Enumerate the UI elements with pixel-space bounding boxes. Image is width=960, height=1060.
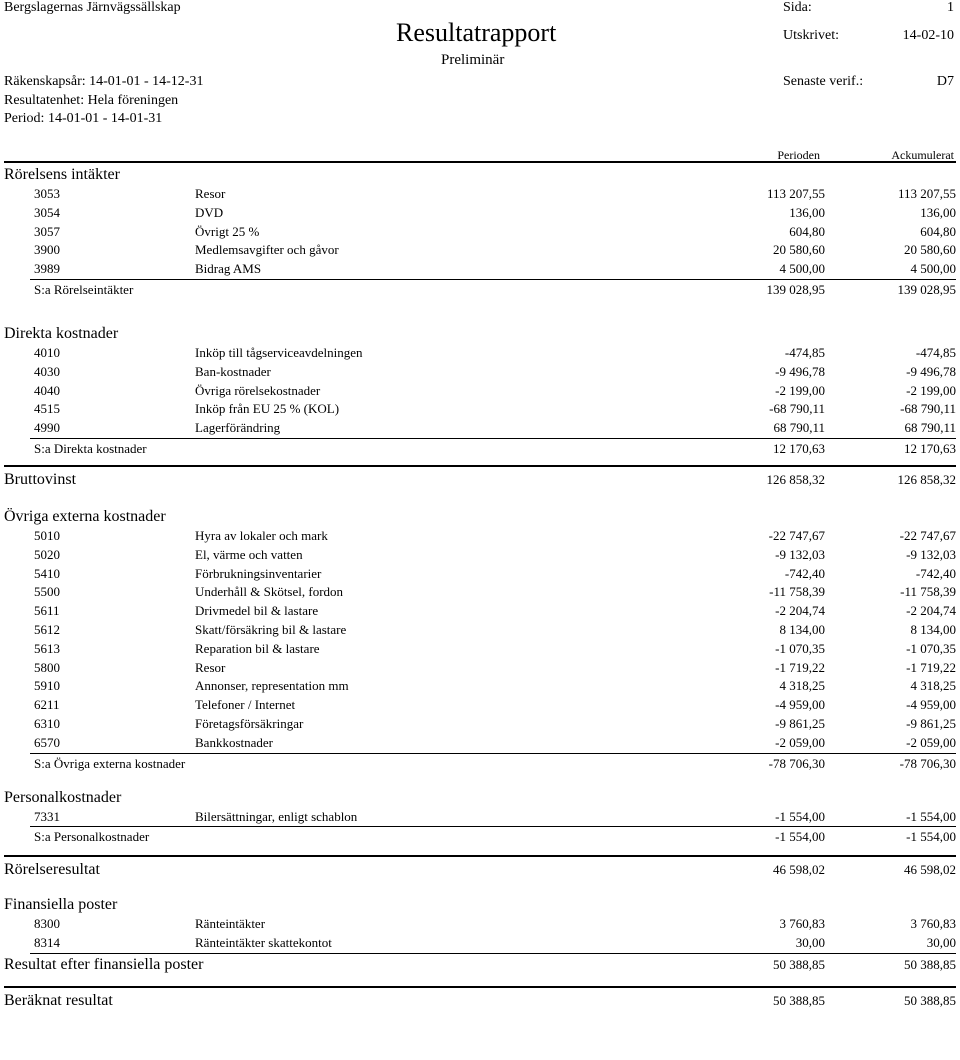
gross-profit-accumulated: 126 858,32	[897, 471, 956, 487]
period-amount: -4 959,00	[775, 697, 825, 713]
report-title: Resultatrapport	[396, 18, 557, 47]
account-row	[0, 808, 960, 827]
subtotal-period: 139 028,95	[766, 281, 825, 297]
account-number: 3053	[34, 186, 60, 201]
section-heading: Övriga externa kostnader	[4, 507, 166, 525]
account-row	[0, 583, 960, 602]
last-verification-label: Senaste verif.:	[783, 74, 864, 89]
account-row	[0, 400, 960, 419]
account-list	[0, 527, 960, 753]
account-number: 5612	[34, 621, 60, 637]
accumulated-amount: 8 134,00	[910, 621, 956, 637]
account-number: 3054	[34, 204, 60, 220]
period-amount: -22 747,67	[768, 527, 825, 543]
account-row	[0, 419, 960, 438]
subtotal-row	[0, 439, 960, 459]
accumulated-amount: -1 070,35	[906, 640, 956, 656]
account-number: 8300	[34, 916, 60, 932]
printed-date: 14-02-10	[902, 28, 954, 43]
period-amount: 8 134,00	[779, 621, 825, 637]
page-label: Sida:	[783, 0, 812, 15]
result-after-financial-period: 50 388,85	[773, 956, 825, 972]
account-name: Hyra av lokaler och mark	[195, 527, 328, 543]
account-row	[0, 546, 960, 565]
accumulated-amount: -22 747,67	[899, 527, 956, 543]
period-amount: 136,00	[789, 204, 825, 220]
last-verification-value: D7	[936, 74, 954, 89]
period-amount: -474,85	[784, 344, 825, 360]
account-name: Bankkostnader	[195, 734, 273, 750]
account-number: 3057	[34, 223, 60, 239]
accumulated-amount: -1 554,00	[906, 808, 956, 824]
account-name: Telefoner / Internet	[195, 697, 296, 713]
account-name: Medlemsavgifter och gåvor	[195, 242, 339, 258]
account-name: Ränteintäkter skattekontot	[195, 935, 332, 951]
company-name: Bergslagernas Järnvägssällskap	[4, 0, 181, 15]
account-list	[0, 808, 960, 827]
period-amount: 604,80	[789, 223, 825, 239]
account-number: 4990	[34, 420, 60, 436]
account-name: Ban-kostnader	[195, 363, 271, 379]
account-number: 4040	[34, 382, 60, 398]
account-row	[0, 204, 960, 223]
period-amount: -2 199,00	[775, 382, 825, 398]
period-amount: 4 500,00	[779, 261, 825, 277]
account-name: Företagsförsäkringar	[195, 715, 304, 731]
calculated-result-label: Beräknat resultat	[4, 991, 113, 1009]
account-row	[0, 260, 960, 279]
account-number: 8314	[34, 935, 60, 951]
period-amount: -9 132,03	[775, 546, 825, 562]
subtotal-period: -1 554,00	[775, 829, 825, 845]
account-row	[0, 659, 960, 678]
account-list	[0, 915, 960, 953]
account-list	[0, 185, 960, 279]
subtotal-label: S:a Direkta kostnader	[34, 440, 147, 456]
account-list	[0, 344, 960, 438]
section-heading: Personalkostnader	[4, 788, 122, 806]
report-body	[0, 161, 960, 1014]
subtotal-row	[0, 827, 960, 847]
account-name: Bilersättningar, enligt schablon	[195, 808, 358, 824]
period-amount: 113 207,55	[766, 186, 825, 201]
account-row	[0, 696, 960, 715]
account-name: Skatt/försäkring bil & lastare	[195, 621, 347, 637]
result-after-financial-row	[0, 954, 960, 976]
period-amount: -9 861,25	[775, 715, 825, 731]
account-name: El, värme och vatten	[195, 546, 303, 562]
accumulated-amount: 68 790,11	[904, 420, 956, 436]
account-row	[0, 344, 960, 363]
subtotal-accumulated: -78 706,30	[899, 755, 956, 771]
account-row	[0, 934, 960, 953]
accumulated-amount: -4 959,00	[906, 697, 956, 713]
account-number: 4515	[34, 401, 60, 417]
account-number: 6310	[34, 715, 60, 731]
account-name: Förbrukningsinventarier	[195, 565, 322, 581]
account-name: Inköp från EU 25 % (KOL)	[195, 401, 340, 417]
period-amount: 4 318,25	[779, 678, 825, 694]
calculated-result-row	[0, 988, 960, 1014]
account-row	[0, 241, 960, 260]
account-name: Drivmedel bil & lastare	[195, 603, 319, 619]
operating-result-label: Rörelseresultat	[4, 861, 100, 879]
account-name: Underhåll & Skötsel, fordon	[195, 584, 344, 600]
accumulated-amount: -68 790,11	[900, 401, 956, 417]
accumulated-amount: 3 760,83	[910, 916, 956, 932]
accumulated-amount: -9 496,78	[906, 363, 956, 379]
accumulated-amount: 4 318,25	[910, 678, 956, 694]
period-amount: 20 580,60	[773, 242, 825, 258]
period-amount: -1 719,22	[775, 659, 825, 675]
subtotal-label: S:a Personalkostnader	[34, 829, 150, 845]
accumulated-amount: -1 719,22	[906, 659, 956, 675]
period-amount: -1 070,35	[775, 640, 825, 656]
subtotal-row	[0, 280, 960, 300]
account-row	[0, 363, 960, 382]
subtotal-row	[0, 754, 960, 774]
accumulated-amount: -2 059,00	[906, 734, 956, 750]
account-number: 4030	[34, 363, 60, 379]
account-row	[0, 734, 960, 753]
account-name: Reparation bil & lastare	[195, 640, 320, 656]
accumulated-amount: -474,85	[915, 344, 956, 360]
account-name: Övriga rörelsekostnader	[195, 382, 321, 398]
account-number: 5010	[34, 527, 60, 543]
account-row	[0, 527, 960, 546]
operating-result-row	[0, 857, 960, 883]
result-after-financial-accumulated: 50 388,85	[904, 956, 956, 972]
accumulated-amount: 604,80	[920, 223, 956, 239]
calculated-result-accumulated: 50 388,85	[904, 992, 956, 1008]
accumulated-amount: 30,00	[926, 935, 956, 951]
account-number: 7331	[34, 808, 60, 824]
period-amount: -68 790,11	[769, 401, 825, 417]
subtotal-label: S:a Rörelseintäkter	[34, 281, 134, 297]
account-row	[0, 715, 960, 734]
account-row	[0, 223, 960, 242]
period-amount: -2 204,74	[775, 603, 825, 619]
report-subtitle: Preliminär	[441, 52, 505, 68]
section-heading: Rörelsens intäkter	[4, 166, 120, 183]
account-number: 4010	[34, 344, 60, 360]
account-name: Annonser, representation mm	[195, 678, 349, 694]
accumulated-amount: 113 207,55	[897, 186, 956, 201]
period-amount: 68 790,11	[773, 420, 825, 436]
subtotal-label: S:a Övriga externa kostnader	[34, 755, 186, 771]
accumulated-amount: 4 500,00	[910, 261, 956, 277]
account-row	[0, 185, 960, 204]
account-row	[0, 915, 960, 934]
period-amount: -1 554,00	[775, 808, 825, 824]
account-number: 6570	[34, 734, 60, 750]
period-amount: -2 059,00	[775, 734, 825, 750]
operating-result-accumulated: 46 598,02	[904, 862, 956, 878]
gross-profit-row	[0, 467, 960, 493]
account-name: Resor	[195, 186, 226, 201]
account-row	[0, 602, 960, 621]
column-header-period: Perioden	[777, 148, 820, 162]
period-amount: -9 496,78	[775, 363, 825, 379]
account-number: 5410	[34, 565, 60, 581]
account-row	[0, 565, 960, 584]
period-amount: -11 758,39	[769, 584, 825, 600]
account-name: Bidrag AMS	[195, 261, 262, 277]
account-number: 5500	[34, 584, 60, 600]
account-name: Ränteintäkter	[195, 916, 266, 932]
subtotal-accumulated: 139 028,95	[897, 281, 956, 297]
account-number: 5910	[34, 678, 60, 694]
accumulated-amount: -9 861,25	[906, 715, 956, 731]
subtotal-period: -78 706,30	[768, 755, 825, 771]
accumulated-amount: -2 199,00	[906, 382, 956, 398]
account-number: 5613	[34, 640, 60, 656]
account-number: 3900	[34, 242, 60, 258]
gross-profit-period: 126 858,32	[766, 471, 825, 487]
gross-profit-label: Bruttovinst	[4, 470, 77, 488]
account-number: 5800	[34, 659, 60, 675]
accumulated-amount: -742,40	[915, 565, 956, 581]
account-row	[0, 621, 960, 640]
column-header-accumulated: Ackumulerat	[891, 148, 954, 162]
accumulated-amount: 136,00	[920, 204, 956, 220]
result-unit: Resultatenhet: Hela föreningen	[4, 93, 179, 108]
account-row	[0, 640, 960, 659]
account-number: 5020	[34, 546, 60, 562]
page-number: 1	[947, 0, 954, 15]
account-row	[0, 677, 960, 696]
period-amount: 3 760,83	[779, 916, 825, 932]
accumulated-amount: -11 758,39	[900, 584, 956, 600]
accumulated-amount: -2 204,74	[906, 603, 956, 619]
account-name: Inköp till tågserviceavdelningen	[195, 344, 363, 360]
subtotal-accumulated: -1 554,00	[906, 829, 956, 845]
period-amount: -742,40	[784, 565, 825, 581]
printed-label: Utskrivet:	[783, 28, 839, 43]
account-name: DVD	[195, 204, 224, 220]
operating-result-period: 46 598,02	[773, 862, 825, 878]
result-after-financial-label: Resultat efter finansiella poster	[4, 955, 204, 973]
account-name: Lagerförändring	[195, 420, 281, 436]
fiscal-year: Räkenskapsår: 14-01-01 - 14-12-31	[4, 74, 204, 89]
section-heading: Direkta kostnader	[4, 324, 119, 342]
section-heading: Finansiella poster	[4, 896, 118, 914]
account-name: Övrigt 25 %	[195, 223, 260, 239]
account-number: 5611	[34, 603, 60, 619]
subtotal-accumulated: 12 170,63	[904, 440, 956, 456]
accumulated-amount: -9 132,03	[906, 546, 956, 562]
subtotal-period: 12 170,63	[773, 440, 825, 456]
period-range: Period: 14-01-01 - 14-01-31	[4, 111, 163, 126]
calculated-result-period: 50 388,85	[773, 992, 825, 1008]
account-number: 3989	[34, 261, 60, 277]
account-number: 6211	[34, 697, 60, 713]
period-amount: 30,00	[795, 935, 825, 951]
account-name: Resor	[195, 659, 226, 675]
account-row	[0, 382, 960, 401]
accumulated-amount: 20 580,60	[904, 242, 956, 258]
